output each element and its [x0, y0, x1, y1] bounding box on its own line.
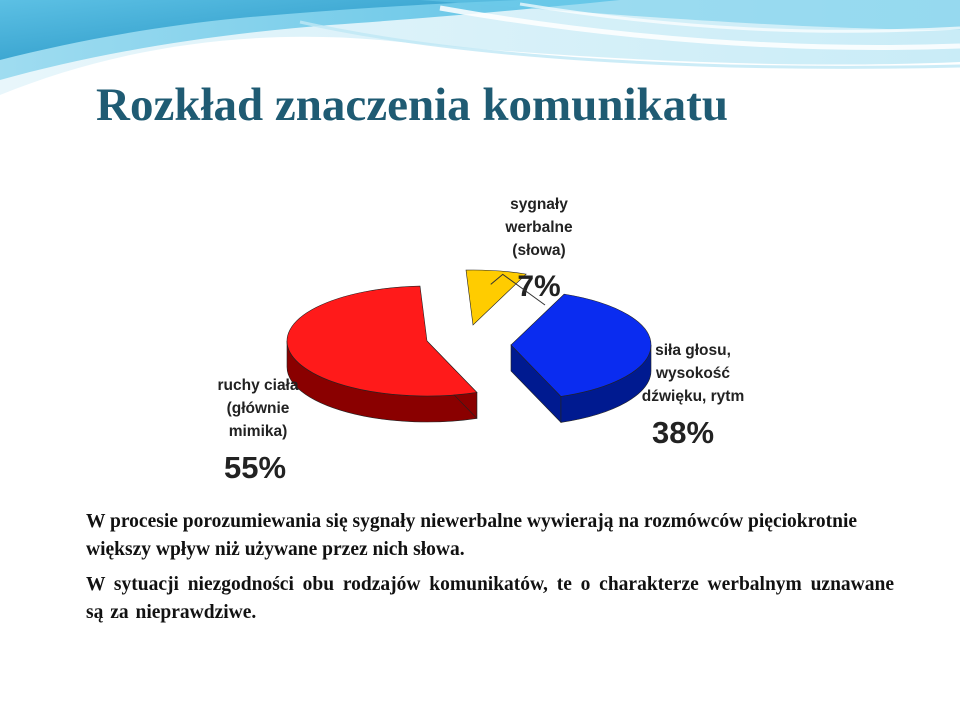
- pie-label-body-line-3: mimika): [228, 423, 288, 440]
- slide-title: Rozkład znaczenia komunikatu: [96, 79, 728, 131]
- pie-slice-voice: [511, 294, 651, 422]
- pie-chart-svg: [183, 183, 767, 493]
- pie-label-voice-line-2: wysokość: [655, 365, 731, 382]
- pie-label-voice-line-1: siła głosu,: [655, 342, 731, 359]
- paragraph-nonverbal-influence: W procesie porozumiewania się sygnały niewerbalne wywierają na rozmówców pięciokrotnie większy wpływ niż używane przez nich słowa.: [86, 511, 858, 560]
- pie-slice-body: [287, 286, 477, 422]
- pie-label-body-line-1: ruchy ciała: [217, 377, 299, 394]
- pie-label-verbal-line-2: werbalne: [505, 219, 573, 236]
- pie-label-body-line-2: (głównie: [226, 400, 290, 417]
- pie-label-verbal-line-3: (słowa): [512, 242, 566, 259]
- pie-chart: [183, 183, 767, 493]
- pie-value-body: 55%: [223, 450, 287, 485]
- pie-value-voice: 38%: [651, 415, 715, 450]
- pie-label-voice-line-3: dźwięku, rytm: [641, 388, 745, 405]
- paragraph-verbal-incongruence: W sytuacji niezgodności obu rodzajów komunikatów, te o charakterze werbalnym uznawane są za nieprawdziwe.: [86, 574, 894, 623]
- pie-label-verbal-line-1: sygnały: [510, 196, 568, 213]
- pie-value-verbal: 7%: [517, 270, 561, 303]
